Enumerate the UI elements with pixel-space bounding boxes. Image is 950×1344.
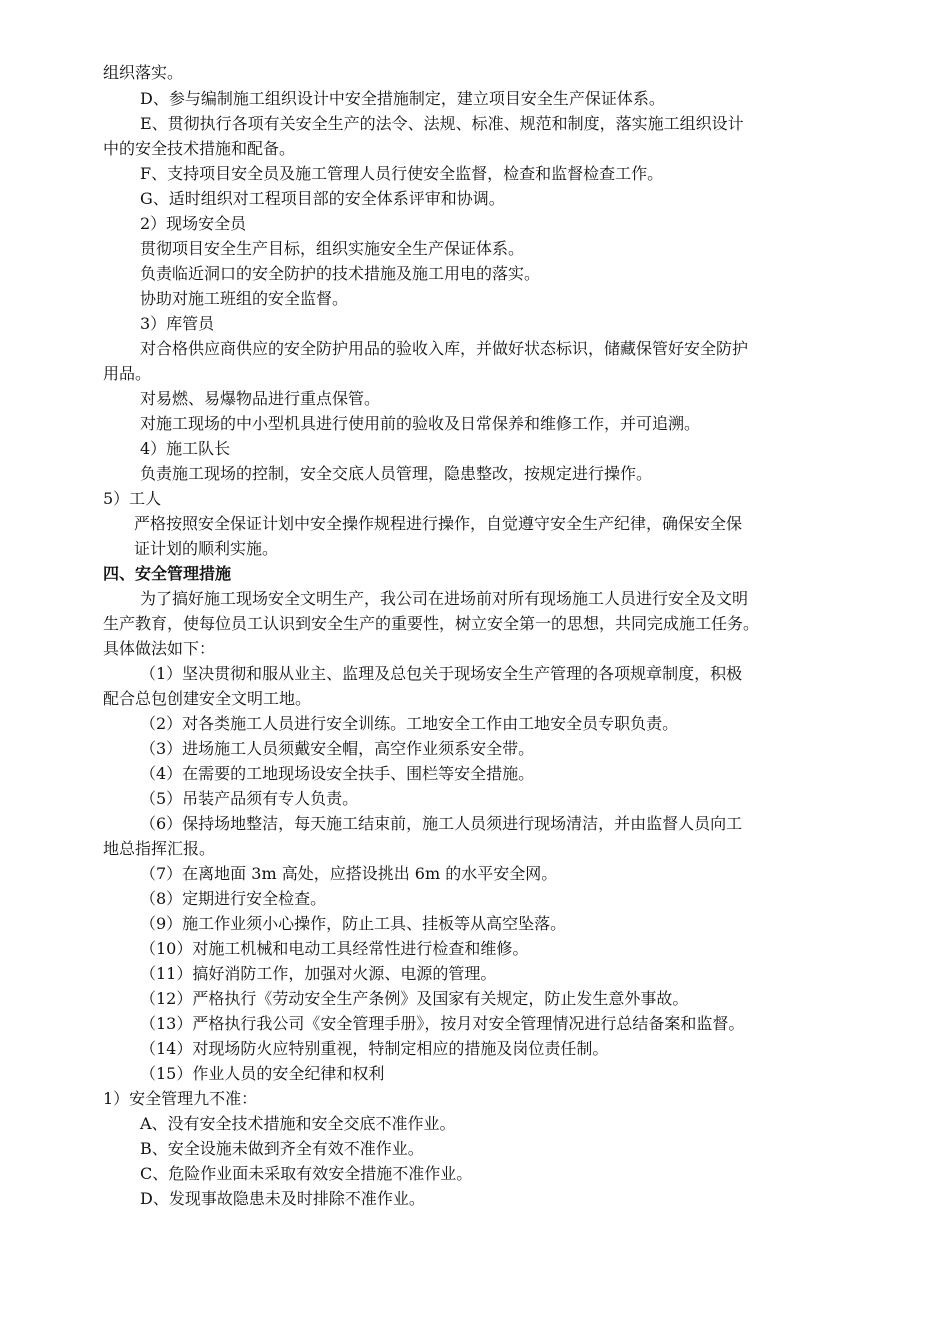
text-line: 严格按照安全保证计划中安全操作规程进行操作，自觉遵守安全生产纪律，确保安全保 xyxy=(134,514,743,533)
list-item: （1）坚决贯彻和服从业主、监理及总包关于现场安全生产管理的各项规章制度，积极 xyxy=(140,664,743,683)
text-line: 负责临近洞口的安全防护的技术措施及施工用电的落实。 xyxy=(140,264,541,283)
list-item: （15）作业人员的安全纪律和权利 xyxy=(140,1064,385,1083)
text-line: 地总指挥汇报。 xyxy=(103,839,216,858)
text-line: 证计划的顺利实施。 xyxy=(134,539,279,558)
subsection-heading: 3）库管员 xyxy=(140,314,215,333)
text-line: F、支持项目安全员及施工管理人员行使安全监督，检查和监督检查工作。 xyxy=(140,164,664,183)
list-item: （10）对施工机械和电动工具经常性进行检查和维修。 xyxy=(140,939,529,958)
list-item: （4）在需要的工地现场设安全扶手、围栏等安全措施。 xyxy=(140,764,535,783)
text-line: 组织落实。 xyxy=(103,63,184,82)
text-line: 用品。 xyxy=(103,364,152,383)
list-item: D、发现事故隐患未及时排除不准作业。 xyxy=(140,1189,425,1208)
list-item: （5）吊装产品须有专人负责。 xyxy=(140,789,359,808)
list-item: （12）严格执行《劳动安全生产条例》及国家有关规定，防止发生意外事故。 xyxy=(140,989,689,1008)
subsection-heading: 5）工人 xyxy=(103,489,162,508)
list-item: （7）在离地面 3m 高处，应搭设挑出 6m 的水平安全网。 xyxy=(140,864,558,883)
text-line: 为了搞好施工现场安全文明生产，我公司在进场前对所有现场施工人员进行安全及文明 xyxy=(140,589,749,608)
list-item: （9）施工作业须小心操作，防止工具、挂板等从高空坠落。 xyxy=(140,914,567,933)
list-item: （8）定期进行安全检查。 xyxy=(140,889,327,908)
text-line: E、贯彻执行各项有关安全生产的法令、法规、标准、规范和制度，落实施工组织设计 xyxy=(140,114,744,133)
list-item: C、危险作业面未采取有效安全措施不准作业。 xyxy=(140,1164,473,1183)
section-heading: 四、安全管理措施 xyxy=(103,564,232,583)
list-item: （14）对现场防火应特别重视，特制定相应的措施及岗位责任制。 xyxy=(140,1039,609,1058)
text-line: 对易燃、易爆物品进行重点保管。 xyxy=(140,389,381,408)
text-line: 对合格供应商供应的安全防护用品的验收入库，并做好状态标识，储藏保管好安全防护 xyxy=(140,339,749,358)
list-item: （2）对各类施工人员进行安全训练。工地安全工作由工地安全员专职负责。 xyxy=(140,714,679,733)
text-line: 负责施工现场的控制，安全交底人员管理，隐患整改，按规定进行操作。 xyxy=(140,464,653,483)
subsection-heading: 1）安全管理九不准： xyxy=(103,1089,258,1108)
list-item: （13）严格执行我公司《安全管理手册》，按月对安全管理情况进行总结备案和监督。 xyxy=(140,1014,745,1033)
text-line: 协助对施工班组的安全监督。 xyxy=(140,289,349,308)
subsection-heading: 4）施工队长 xyxy=(140,439,231,458)
subsection-heading: 2）现场安全员 xyxy=(140,214,247,233)
list-item: （11）搞好消防工作，加强对火源、电源的管理。 xyxy=(140,964,497,983)
text-line: G、适时组织对工程项目部的安全体系评审和协调。 xyxy=(140,189,505,208)
list-item: （3）进场施工人员须戴安全帽，高空作业须系安全带。 xyxy=(140,739,535,758)
list-item: A、没有安全技术措施和安全交底不准作业。 xyxy=(140,1114,456,1133)
text-line: 贯彻项目安全生产目标，组织实施安全生产保证体系。 xyxy=(140,239,525,258)
text-line: 配合总包创建安全文明工地。 xyxy=(103,689,312,708)
text-line: 中的安全技术措施和配备。 xyxy=(103,139,296,158)
text-line: D、参与编制施工组织设计中安全措施制定，建立项目安全生产保证体系。 xyxy=(140,89,665,108)
list-item: B、安全设施未做到齐全有效不准作业。 xyxy=(140,1139,424,1158)
text-line: 生产教育，使每位员工认识到安全生产的重要性，树立安全第一的思想，共同完成施工任务。 xyxy=(103,614,760,633)
text-line: 具体做法如下： xyxy=(103,639,216,658)
list-item: （6）保持场地整洁，每天施工结束前，施工人员须进行现场清洁，并由监督人员向工 xyxy=(140,814,743,833)
text-line: 对施工现场的中小型机具进行使用前的验收及日常保养和维修工作，并可追溯。 xyxy=(140,414,701,433)
